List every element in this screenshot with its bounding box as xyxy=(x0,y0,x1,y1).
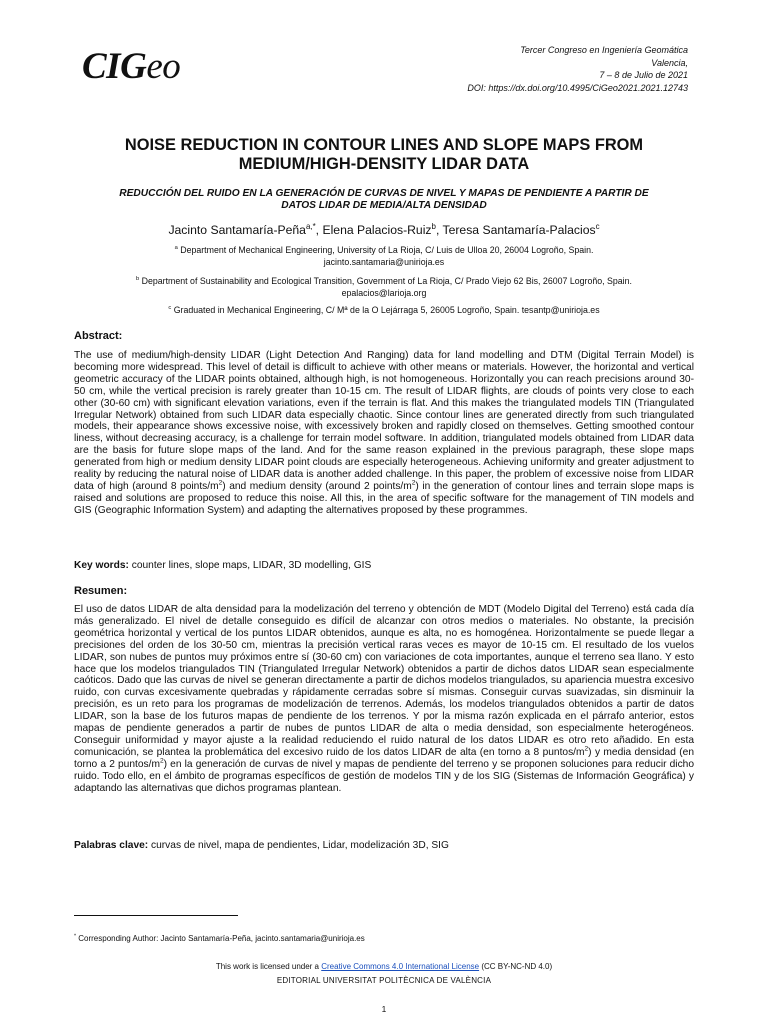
affiliation-c-line-1: Graduated in Mechanical Engineering, C/ Mª de la O Lejárraga 5, 26005 Logroño, Spain. tesantp@unirioja.es xyxy=(171,305,600,315)
doi-text[interactable]: DOI: https://dx.doi.org/10.4995/CiGeo2021.2021.12743 xyxy=(467,82,688,93)
affiliation-b-sup: b xyxy=(136,276,140,283)
keywords xyxy=(74,560,694,572)
keywords-label: Key words: xyxy=(74,560,129,571)
palabras-clave-text: curvas de nivel, mapa de pendientes, Lidar, modelización 3D, SIG xyxy=(148,840,449,851)
resumen-text-1: El uso de datos LIDAR de alta densidad para la modelización del terreno y obtención de MDT (Modelo Digital del Terreno) está cada día más generalizado. El nivel de detalle conseguido es difícil de alcanzar con otros medios o materiales. No obstante, la precisión geométrica horizontal y vertical de los puntos LIDAR obtenidos, aunque es alta, no es homogénea. Horizontalmente se puede llegar a precisiones del orden de los 30-50 cm, mientras la precisión vertical raras veces es mayor de 10-15 cm. El resultado de los vuelos LIDAR, son nubes de puntos muy próximos entre sí (30-60 cm) con variaciones de cota importantes, aunque el terreno sea llano. Y esto hace que los modelos triangulados TIN (Triangulated Irregular Network) obtenidos a partir de dichos datos LIDAR sean especialmente caóticos. Dado que las curvas de nivel se generan directamente a partir de dichos modelos triangulados, su apariencia muestra excesivo ruido, con curvas excesivamente quebradas y rápidamente cerradas sobre sí mismas. Conseguir curvas suavizadas, sin disminuir la precisión, es un reto para los programas de modelización de terrenos. Además, los modelos triangulados obtenidos a partir de datos LIDAR, son la base de los futuros mapas de pendiente de los terrenos. Y por la misma razón explicada en el párrafo anterior, estos mapas de pendiente generados a partir de nubes de puntos LIDAR de alta o media densidad, son especialmente heterogéneos. Conseguir uniformidad y mayor ajuste a la realidad reduciendo el ruido natural de los datos LIDAR es otro reto añadido. En esta comunicación, se plantea la problemática del excesivo ruido de los datos LIDAR de alta (en torno a 8 puntos/m xyxy=(74,604,694,758)
author-1-sup: a,* xyxy=(305,221,316,231)
affiliation-b-email: epalacios@larioja.org xyxy=(341,287,427,298)
conference-info xyxy=(358,44,688,94)
resumen-text-3: ) en la generación de curvas de nivel y mapas de pendiente del terreno y se proponen soluciones para reducir dicho ruido. Todo ello, en el ámbito de programas específicos de gestión de modelos TIN y de los SIG (Sistemas de Información Geográfica) y adaptando las alternativas que dichos programas plantean. xyxy=(74,758,694,794)
cigeo-logo xyxy=(82,46,180,88)
affiliation-a-sup: a xyxy=(174,245,178,252)
license-prefix: This work is licensed under a xyxy=(215,962,322,971)
keywords-text: counter lines, slope maps, LIDAR, 3D modelling, GIS xyxy=(128,560,372,571)
author-2-sup: b xyxy=(431,221,436,231)
author-list xyxy=(60,222,708,238)
palabras-clave xyxy=(74,840,694,852)
abstract-heading: Abstract: xyxy=(74,330,123,342)
abstract-text-1: The use of medium/high-density LIDAR (Light Detection And Ranging) data for land modelling and DTM (Digital Terrain Model) is becoming more widespread. This level of detail is difficult to achieve with other means or materials. However, the horizontal and vertical geometric accuracy of the LIDAR points obtained, although high, is not homogeneous. Horizontally you can reach precisions around 30-50 cm, while the vertical precision is rarely greater than 10-15 cm. The result of LIDAR flights, are clouds of points very close to each other (30-60 cm) with significant elevation variations, even if the terrain is flat. And this makes the triangulated models TIN (Triangulated Irregular Network) obtained from such LIDAR data especially chaotic. Since contour lines are generated directly from such triangulated models, their appearance shows excessive noise, with excessively broken and rapidly closed on themselves. Getting smoothed contour liness, without decreasing accuracy, is a challenge for terrain model software. In addition, triangulated models obtained from LIDAR data are the basis for future slope maps of the land. And for the same reason explained in the previous paragraph, these slope maps generated from high or medium density LIDAR point clouds are especially heterogeneous. Achieving uniformity and greater adjustment to reality by reducing the natural noise of LIDAR data is another added challenge. In this paper, the problem of excessive noise from LIDAR data of high (around 8 points/m xyxy=(74,350,694,492)
license-suffix: (CC BY-NC-ND 4.0) xyxy=(479,962,553,971)
affiliation-a-email: jacinto.santamaria@unirioja.es xyxy=(323,256,445,267)
license-link[interactable]: Creative Commons 4.0 International License xyxy=(321,962,480,971)
conference-name: Tercer Congreso en Ingeniería Geomática xyxy=(520,45,688,55)
affiliation-a-line-1: Department of Mechanical Engineering, University of La Rioja, C/ Luis de Ulloa 20, 26004 Logroño, Spain. xyxy=(177,245,594,255)
license-notice xyxy=(60,962,708,972)
corresponding-author-footnote xyxy=(74,934,365,944)
subtitle-line-1: REDUCCIÓN DEL RUIDO EN LA GENERACIÓN DE CURVAS DE NIVEL Y MAPAS DE PENDIENTE A PARTIR DE xyxy=(119,188,649,199)
author-3-sup: c xyxy=(595,221,600,231)
resumen-heading: Resumen: xyxy=(74,585,128,597)
paper-title xyxy=(60,136,708,174)
subtitle-line-2: DATOS LIDAR DE MEDIA/ALTA DENSIDAD xyxy=(281,200,487,212)
resumen-body xyxy=(74,604,694,795)
resumen-text-2: ) y media densidad (en torno a 2 puntos/m xyxy=(74,746,694,770)
affiliation-a xyxy=(60,245,708,268)
author-separator-2: , xyxy=(435,223,443,237)
abstract-sup-1: 2 xyxy=(218,479,223,487)
palabras-clave-label: Palabras clave: xyxy=(74,840,149,851)
abstract-text-3: ) in the generation of contour lines and terrain slope maps is raised and solutions are proposed to reduce this noise. All this, in the area of specific software for the management of TIN models and GIS (Geographic Information System) and adapting the alternatives proposed by these programmes. xyxy=(74,480,694,516)
footnote-divider xyxy=(74,915,238,916)
affiliation-c xyxy=(60,305,708,317)
footnote-text: Corresponding Author: Jacinto Santamaría-Peña, jacinto.santamaria@unirioja.es xyxy=(76,934,365,943)
paper-subtitle xyxy=(70,188,698,213)
title-line-2: MEDIUM/HIGH-DENSITY LIDAR DATA xyxy=(238,155,530,173)
abstract-body xyxy=(74,350,694,517)
title-line-1: NOISE REDUCTION IN CONTOUR LINES AND SLOPE MAPS FROM xyxy=(124,136,644,154)
publisher-name: EDITORIAL UNIVERSITAT POLITÈCNICA DE VALÈNCIA xyxy=(276,976,492,985)
abstract-sup-2: 2 xyxy=(411,479,416,487)
author-2: Elena Palacios-Ruiz xyxy=(322,223,432,237)
conference-dates: 7 – 8 de Julio de 2021 xyxy=(599,70,688,81)
author-1: Jacinto Santamaría-Peña xyxy=(168,223,306,237)
affiliation-c-sup: c xyxy=(168,305,172,312)
conference-city: Valencia, xyxy=(651,57,688,68)
author-3: Teresa Santamaría-Palacios xyxy=(442,223,596,237)
resumen-sup-1: 2 xyxy=(584,745,589,753)
page-number: 1 xyxy=(381,1004,387,1014)
affiliation-b-line-1: Department of Sustainability and Ecological Transition, Government of La Rioja, C/ Prado Viejo 62 Bis, 26007 Logroño, Spain. xyxy=(139,276,632,286)
resumen-sup-2: 2 xyxy=(159,757,164,765)
footnote-mark: * xyxy=(74,933,77,940)
affiliation-b xyxy=(60,276,708,299)
abstract-text-2: ) and medium density (around 2 points/m xyxy=(222,480,412,492)
author-separator-1: , xyxy=(315,223,323,237)
logo-tail-text: eo xyxy=(146,46,181,87)
logo-main-text: CIG xyxy=(82,46,147,87)
